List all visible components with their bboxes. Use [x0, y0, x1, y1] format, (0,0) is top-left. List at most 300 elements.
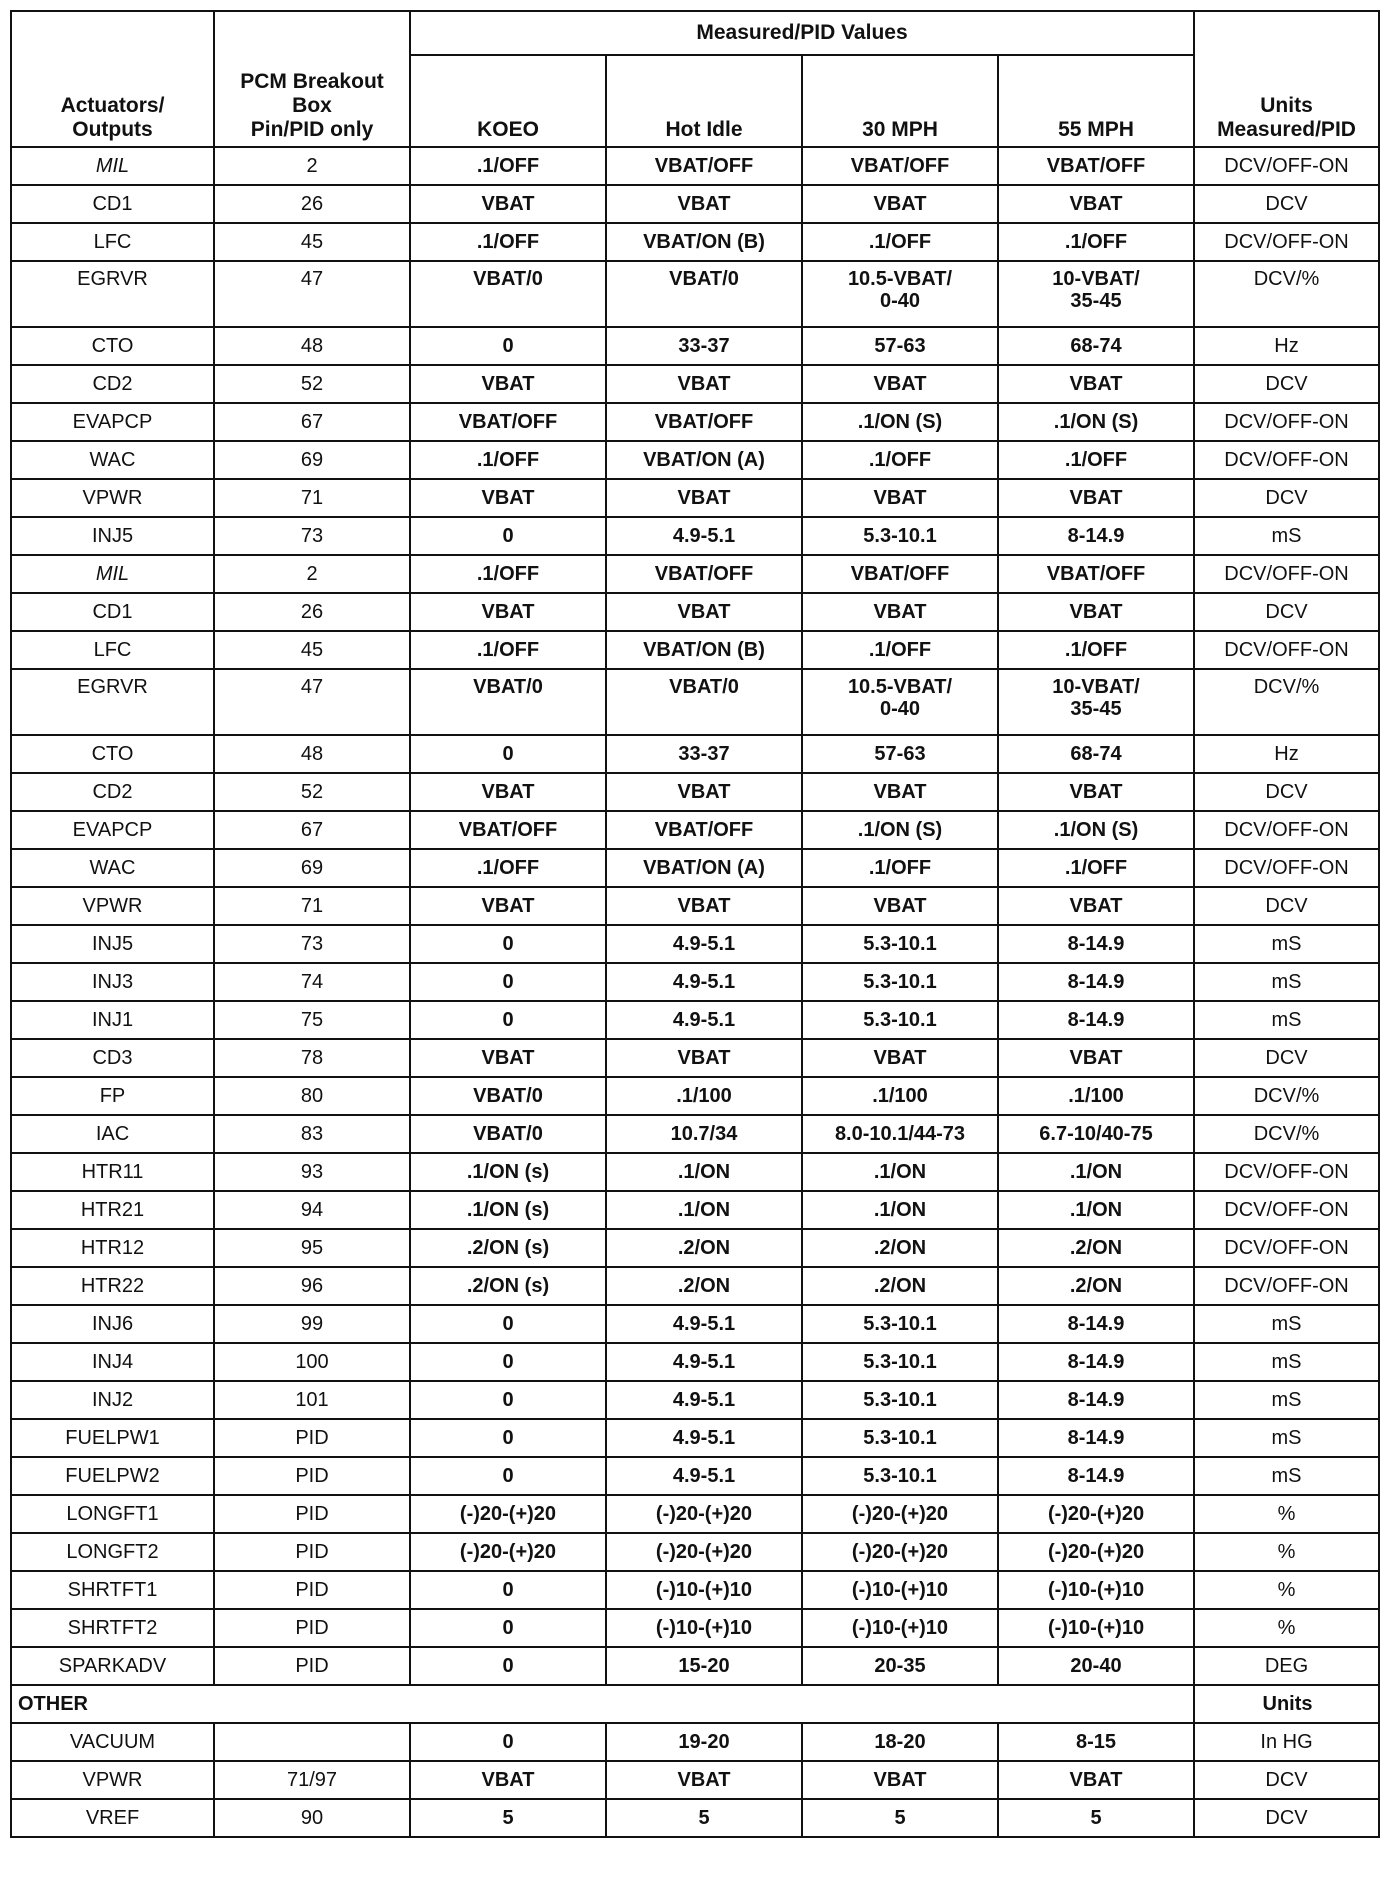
table-row	[11, 811, 1379, 849]
mph-30-value: VBAT	[802, 773, 998, 811]
hot-idle-value: 4.9-5.1	[606, 1343, 802, 1381]
pin-value: 47	[214, 669, 410, 735]
actuator-name: SHRTFT1	[11, 1571, 214, 1609]
other-section-row	[11, 1685, 1379, 1723]
mph-30-value: VBAT	[802, 1761, 998, 1799]
units-value: DCV/OFF-ON	[1194, 1153, 1379, 1191]
mph-30-value: VBAT	[802, 365, 998, 403]
mph-30-value: 5.3-10.1	[802, 1381, 998, 1419]
koeo-value: VBAT/0	[410, 1115, 606, 1153]
pin-value: PID	[214, 1609, 410, 1647]
pin-value: 2	[214, 147, 410, 185]
pin-value: 2	[214, 555, 410, 593]
units-value: DCV	[1194, 1799, 1379, 1837]
mph-30-value: .1/OFF	[802, 223, 998, 261]
units-value: DEG	[1194, 1647, 1379, 1685]
mph-55-value: .1/ON (S)	[998, 811, 1194, 849]
units-value: DCV/%	[1194, 1115, 1379, 1153]
koeo-value: VBAT	[410, 365, 606, 403]
mph-30-value: .1/OFF	[802, 631, 998, 669]
mph-55-value: 68-74	[998, 327, 1194, 365]
units-value: mS	[1194, 1305, 1379, 1343]
hot-idle-value: VBAT/OFF	[606, 555, 802, 593]
koeo-value: VBAT	[410, 887, 606, 925]
units-value: In HG	[1194, 1723, 1379, 1761]
mph-30-value: 5	[802, 1799, 998, 1837]
mph-30-value: (-)10-(+)10	[802, 1571, 998, 1609]
table-row	[11, 669, 1379, 735]
table-row	[11, 925, 1379, 963]
mph-55-value: VBAT	[998, 1761, 1194, 1799]
table-row	[11, 1495, 1379, 1533]
hot-idle-value: 5	[606, 1799, 802, 1837]
table-row	[11, 1267, 1379, 1305]
hot-idle-value: VBAT/OFF	[606, 147, 802, 185]
pin-value: 99	[214, 1305, 410, 1343]
koeo-value: .1/OFF	[410, 147, 606, 185]
units-value: DCV/OFF-ON	[1194, 555, 1379, 593]
pin-value: 80	[214, 1077, 410, 1115]
actuator-name: HTR21	[11, 1191, 214, 1229]
col-header-hot-idle: Hot Idle	[606, 55, 802, 147]
koeo-value: 0	[410, 1419, 606, 1457]
table-row	[11, 555, 1379, 593]
actuator-name: EGRVR	[11, 669, 214, 735]
pin-value: 52	[214, 365, 410, 403]
koeo-value: 0	[410, 1001, 606, 1039]
pin-value: PID	[214, 1457, 410, 1495]
table-row	[11, 1571, 1379, 1609]
mph-30-value: VBAT	[802, 479, 998, 517]
hot-idle-value: 33-37	[606, 735, 802, 773]
mph-30-value: 10.5-VBAT/ 0-40	[802, 669, 998, 735]
mph-30-value: .1/ON	[802, 1191, 998, 1229]
koeo-value: 0	[410, 1343, 606, 1381]
mph-55-value: 8-15	[998, 1723, 1194, 1761]
koeo-value: 0	[410, 1723, 606, 1761]
mph-55-value: VBAT	[998, 479, 1194, 517]
units-value: mS	[1194, 963, 1379, 1001]
col-header-koeo: KOEO	[410, 55, 606, 147]
mph-55-value: 8-14.9	[998, 1305, 1194, 1343]
units-value: DCV/OFF-ON	[1194, 403, 1379, 441]
hot-idle-value: VBAT/OFF	[606, 811, 802, 849]
pin-value: PID	[214, 1495, 410, 1533]
hot-idle-value: 4.9-5.1	[606, 925, 802, 963]
table-row	[11, 261, 1379, 327]
units-value: mS	[1194, 1457, 1379, 1495]
table-row	[11, 1077, 1379, 1115]
mph-55-value: VBAT/OFF	[998, 147, 1194, 185]
actuator-name: IAC	[11, 1115, 214, 1153]
mph-30-value: 5.3-10.1	[802, 517, 998, 555]
pin-value: 48	[214, 735, 410, 773]
hot-idle-value: VBAT	[606, 593, 802, 631]
units-value: DCV/OFF-ON	[1194, 1191, 1379, 1229]
mph-55-value: .1/ON	[998, 1153, 1194, 1191]
actuator-name: LONGFT2	[11, 1533, 214, 1571]
mph-55-value: 8-14.9	[998, 1419, 1194, 1457]
table-row	[11, 365, 1379, 403]
pin-value: 26	[214, 593, 410, 631]
actuator-name: MIL	[11, 555, 214, 593]
hot-idle-value: (-)20-(+)20	[606, 1533, 802, 1571]
koeo-value: 0	[410, 517, 606, 555]
table-row	[11, 517, 1379, 555]
koeo-value: .1/OFF	[410, 631, 606, 669]
hot-idle-value: 10.7/34	[606, 1115, 802, 1153]
units-value: mS	[1194, 1419, 1379, 1457]
mph-55-value: .1/100	[998, 1077, 1194, 1115]
hot-idle-value: VBAT/ON (B)	[606, 631, 802, 669]
koeo-value: 0	[410, 963, 606, 1001]
pin-value	[214, 1723, 410, 1761]
mph-55-value: 6.7-10/40-75	[998, 1115, 1194, 1153]
koeo-value: 0	[410, 327, 606, 365]
pin-value: PID	[214, 1647, 410, 1685]
koeo-value: VBAT/OFF	[410, 403, 606, 441]
koeo-value: 0	[410, 1647, 606, 1685]
actuator-name: INJ4	[11, 1343, 214, 1381]
actuator-name: SHRTFT2	[11, 1609, 214, 1647]
table-row	[11, 147, 1379, 185]
koeo-value: VBAT	[410, 479, 606, 517]
pin-value: 93	[214, 1153, 410, 1191]
mph-30-value: VBAT/OFF	[802, 555, 998, 593]
mph-55-value: .1/OFF	[998, 631, 1194, 669]
mph-30-value: (-)10-(+)10	[802, 1609, 998, 1647]
mph-55-value: .1/OFF	[998, 441, 1194, 479]
pin-value: PID	[214, 1533, 410, 1571]
table-row	[11, 185, 1379, 223]
hot-idle-value: .2/ON	[606, 1229, 802, 1267]
hot-idle-value: 15-20	[606, 1647, 802, 1685]
table-row	[11, 1533, 1379, 1571]
table-row	[11, 1799, 1379, 1837]
units-value: mS	[1194, 517, 1379, 555]
mph-55-value: (-)10-(+)10	[998, 1571, 1194, 1609]
hot-idle-value: VBAT/ON (A)	[606, 849, 802, 887]
koeo-value: (-)20-(+)20	[410, 1495, 606, 1533]
table-row	[11, 1343, 1379, 1381]
actuator-name: INJ5	[11, 925, 214, 963]
table-row	[11, 1305, 1379, 1343]
actuator-name: CD2	[11, 773, 214, 811]
pin-value: 95	[214, 1229, 410, 1267]
units-value: %	[1194, 1609, 1379, 1647]
table-row	[11, 735, 1379, 773]
table-row	[11, 1115, 1379, 1153]
koeo-value: .1/OFF	[410, 441, 606, 479]
actuator-rows	[11, 147, 1379, 1685]
units-value: DCV	[1194, 887, 1379, 925]
units-value: DCV/%	[1194, 261, 1379, 327]
actuator-name: INJ6	[11, 1305, 214, 1343]
actuator-name: VPWR	[11, 887, 214, 925]
table-row	[11, 1229, 1379, 1267]
other-rows	[11, 1685, 1379, 1837]
mph-30-value: 5.3-10.1	[802, 925, 998, 963]
actuator-name: FP	[11, 1077, 214, 1115]
actuator-name: EVAPCP	[11, 403, 214, 441]
koeo-value: 0	[410, 1609, 606, 1647]
mph-55-value: VBAT	[998, 773, 1194, 811]
mph-30-value: .1/OFF	[802, 849, 998, 887]
other-section-label: OTHER	[11, 1685, 1194, 1723]
mph-30-value: 5.3-10.1	[802, 963, 998, 1001]
pin-value: 45	[214, 631, 410, 669]
table-row	[11, 327, 1379, 365]
table-row	[11, 631, 1379, 669]
pin-value: 71/97	[214, 1761, 410, 1799]
pin-value: 73	[214, 925, 410, 963]
mph-30-value: (-)20-(+)20	[802, 1533, 998, 1571]
pin-value: PID	[214, 1419, 410, 1457]
units-value: DCV/OFF-ON	[1194, 811, 1379, 849]
hot-idle-value: 33-37	[606, 327, 802, 365]
units-value: DCV	[1194, 773, 1379, 811]
pid-values-sheet	[10, 10, 1378, 1838]
actuator-name: VPWR	[11, 479, 214, 517]
units-value: DCV	[1194, 1761, 1379, 1799]
koeo-value: .1/ON (s)	[410, 1153, 606, 1191]
hot-idle-value: (-)10-(+)10	[606, 1609, 802, 1647]
units-value: mS	[1194, 1001, 1379, 1039]
mph-55-value: 8-14.9	[998, 1381, 1194, 1419]
pin-value: 69	[214, 441, 410, 479]
mph-55-value: 8-14.9	[998, 963, 1194, 1001]
actuator-name: VACUUM	[11, 1723, 214, 1761]
pin-value: 69	[214, 849, 410, 887]
koeo-value: 0	[410, 925, 606, 963]
measured-pid-values-table	[10, 10, 1380, 1838]
hot-idle-value: .1/ON	[606, 1191, 802, 1229]
hot-idle-value: 4.9-5.1	[606, 963, 802, 1001]
actuator-name: CTO	[11, 327, 214, 365]
koeo-value: 0	[410, 735, 606, 773]
mph-30-value: (-)20-(+)20	[802, 1495, 998, 1533]
actuator-name: CD1	[11, 593, 214, 631]
table-row	[11, 1419, 1379, 1457]
koeo-value: .1/OFF	[410, 849, 606, 887]
actuator-name: MIL	[11, 147, 214, 185]
hot-idle-value: VBAT	[606, 479, 802, 517]
units-value: DCV	[1194, 185, 1379, 223]
hot-idle-value: .1/ON	[606, 1153, 802, 1191]
actuator-name: HTR12	[11, 1229, 214, 1267]
mph-30-value: .2/ON	[802, 1229, 998, 1267]
units-value: DCV	[1194, 365, 1379, 403]
actuator-name: WAC	[11, 441, 214, 479]
mph-55-value: .1/ON (S)	[998, 403, 1194, 441]
actuator-name: LONGFT1	[11, 1495, 214, 1533]
koeo-value: VBAT	[410, 1761, 606, 1799]
koeo-value: 0	[410, 1571, 606, 1609]
table-row	[11, 1647, 1379, 1685]
units-value: Hz	[1194, 735, 1379, 773]
mph-55-value: 8-14.9	[998, 517, 1194, 555]
pin-value: 67	[214, 811, 410, 849]
units-value: DCV	[1194, 1039, 1379, 1077]
mph-30-value: .2/ON	[802, 1267, 998, 1305]
koeo-value: 0	[410, 1457, 606, 1495]
mph-55-value: VBAT	[998, 887, 1194, 925]
actuator-name: WAC	[11, 849, 214, 887]
units-value: DCV/%	[1194, 669, 1379, 735]
koeo-value: VBAT	[410, 185, 606, 223]
actuator-name: INJ5	[11, 517, 214, 555]
col-header-30-mph: 30 MPH	[802, 55, 998, 147]
mph-55-value: 20-40	[998, 1647, 1194, 1685]
mph-30-value: VBAT	[802, 1039, 998, 1077]
pin-value: 26	[214, 185, 410, 223]
units-value: DCV/%	[1194, 1077, 1379, 1115]
mph-30-value: 57-63	[802, 735, 998, 773]
mph-55-value: 8-14.9	[998, 925, 1194, 963]
table-row	[11, 849, 1379, 887]
col-header-actuators: Actuators/ Outputs	[11, 11, 214, 147]
hot-idle-value: 4.9-5.1	[606, 517, 802, 555]
mph-55-value: VBAT	[998, 593, 1194, 631]
hot-idle-value: .2/ON	[606, 1267, 802, 1305]
pin-value: 90	[214, 1799, 410, 1837]
mph-55-value: (-)20-(+)20	[998, 1495, 1194, 1533]
actuator-name: INJ1	[11, 1001, 214, 1039]
table-row	[11, 1153, 1379, 1191]
table-row	[11, 1723, 1379, 1761]
mph-30-value: .1/ON	[802, 1153, 998, 1191]
hot-idle-value: .1/100	[606, 1077, 802, 1115]
mph-55-value: VBAT	[998, 185, 1194, 223]
header-row-top	[11, 11, 1379, 55]
mph-30-value: .1/ON (S)	[802, 403, 998, 441]
koeo-value: VBAT/0	[410, 1077, 606, 1115]
actuator-name: LFC	[11, 631, 214, 669]
actuator-name: VREF	[11, 1799, 214, 1837]
table-row	[11, 441, 1379, 479]
hot-idle-value: 4.9-5.1	[606, 1419, 802, 1457]
actuator-name: INJ2	[11, 1381, 214, 1419]
pin-value: 67	[214, 403, 410, 441]
mph-30-value: 57-63	[802, 327, 998, 365]
koeo-value: 0	[410, 1305, 606, 1343]
pin-value: 101	[214, 1381, 410, 1419]
actuator-name: CD3	[11, 1039, 214, 1077]
hot-idle-value: 4.9-5.1	[606, 1305, 802, 1343]
hot-idle-value: (-)20-(+)20	[606, 1495, 802, 1533]
pin-value: 73	[214, 517, 410, 555]
table-row	[11, 479, 1379, 517]
table-row	[11, 1191, 1379, 1229]
mph-55-value: (-)20-(+)20	[998, 1533, 1194, 1571]
units-value: Hz	[1194, 327, 1379, 365]
mph-55-value: 8-14.9	[998, 1343, 1194, 1381]
hot-idle-value: VBAT	[606, 1761, 802, 1799]
hot-idle-value: 4.9-5.1	[606, 1457, 802, 1495]
actuator-name: CD1	[11, 185, 214, 223]
koeo-value: (-)20-(+)20	[410, 1533, 606, 1571]
units-value: DCV/OFF-ON	[1194, 631, 1379, 669]
hot-idle-value: VBAT/OFF	[606, 403, 802, 441]
mph-30-value: VBAT/OFF	[802, 147, 998, 185]
koeo-value: VBAT	[410, 1039, 606, 1077]
mph-30-value: VBAT	[802, 593, 998, 631]
units-value: mS	[1194, 1381, 1379, 1419]
mph-30-value: 18-20	[802, 1723, 998, 1761]
other-section-units-label: Units	[1194, 1685, 1379, 1723]
mph-55-value: 8-14.9	[998, 1457, 1194, 1495]
mph-30-value: 10.5-VBAT/ 0-40	[802, 261, 998, 327]
mph-30-value: VBAT	[802, 887, 998, 925]
pin-value: 74	[214, 963, 410, 1001]
mph-55-value: 68-74	[998, 735, 1194, 773]
table-row	[11, 1457, 1379, 1495]
table-row	[11, 1001, 1379, 1039]
pin-value: 78	[214, 1039, 410, 1077]
mph-30-value: 8.0-10.1/44-73	[802, 1115, 998, 1153]
units-value: mS	[1194, 1343, 1379, 1381]
koeo-value: .2/ON (s)	[410, 1229, 606, 1267]
units-value: DCV/OFF-ON	[1194, 223, 1379, 261]
pin-value: 45	[214, 223, 410, 261]
koeo-value: VBAT	[410, 593, 606, 631]
mph-55-value: 8-14.9	[998, 1001, 1194, 1039]
hot-idle-value: 19-20	[606, 1723, 802, 1761]
koeo-value: VBAT/0	[410, 261, 606, 327]
units-value: DCV/OFF-ON	[1194, 1267, 1379, 1305]
actuator-name: HTR11	[11, 1153, 214, 1191]
table-row	[11, 773, 1379, 811]
mph-55-value: .1/OFF	[998, 849, 1194, 887]
actuator-name: CD2	[11, 365, 214, 403]
actuator-name: VPWR	[11, 1761, 214, 1799]
mph-30-value: .1/ON (S)	[802, 811, 998, 849]
koeo-value: .1/ON (s)	[410, 1191, 606, 1229]
mph-55-value: .1/ON	[998, 1191, 1194, 1229]
pin-value: 83	[214, 1115, 410, 1153]
mph-55-value: (-)10-(+)10	[998, 1609, 1194, 1647]
col-header-measured-group: Measured/PID Values	[410, 11, 1194, 55]
koeo-value: VBAT/OFF	[410, 811, 606, 849]
mph-30-value: .1/OFF	[802, 441, 998, 479]
koeo-value: 0	[410, 1381, 606, 1419]
table-row	[11, 593, 1379, 631]
hot-idle-value: VBAT/ON (A)	[606, 441, 802, 479]
hot-idle-value: VBAT	[606, 365, 802, 403]
table-row	[11, 1381, 1379, 1419]
pin-value: 48	[214, 327, 410, 365]
table-row	[11, 963, 1379, 1001]
mph-55-value: .1/OFF	[998, 223, 1194, 261]
units-value: %	[1194, 1571, 1379, 1609]
mph-55-value: 5	[998, 1799, 1194, 1837]
hot-idle-value: VBAT/ON (B)	[606, 223, 802, 261]
mph-30-value: 5.3-10.1	[802, 1457, 998, 1495]
mph-55-value: 10-VBAT/ 35-45	[998, 261, 1194, 327]
mph-30-value: 5.3-10.1	[802, 1305, 998, 1343]
col-header-pin: PCM Breakout Box Pin/PID only	[214, 11, 410, 147]
pin-value: 47	[214, 261, 410, 327]
actuator-name: CTO	[11, 735, 214, 773]
hot-idle-value: VBAT	[606, 1039, 802, 1077]
koeo-value: 5	[410, 1799, 606, 1837]
pin-value: 71	[214, 887, 410, 925]
pin-value: 96	[214, 1267, 410, 1305]
actuator-name: INJ3	[11, 963, 214, 1001]
koeo-value: .2/ON (s)	[410, 1267, 606, 1305]
hot-idle-value: VBAT	[606, 185, 802, 223]
mph-30-value: 5.3-10.1	[802, 1419, 998, 1457]
